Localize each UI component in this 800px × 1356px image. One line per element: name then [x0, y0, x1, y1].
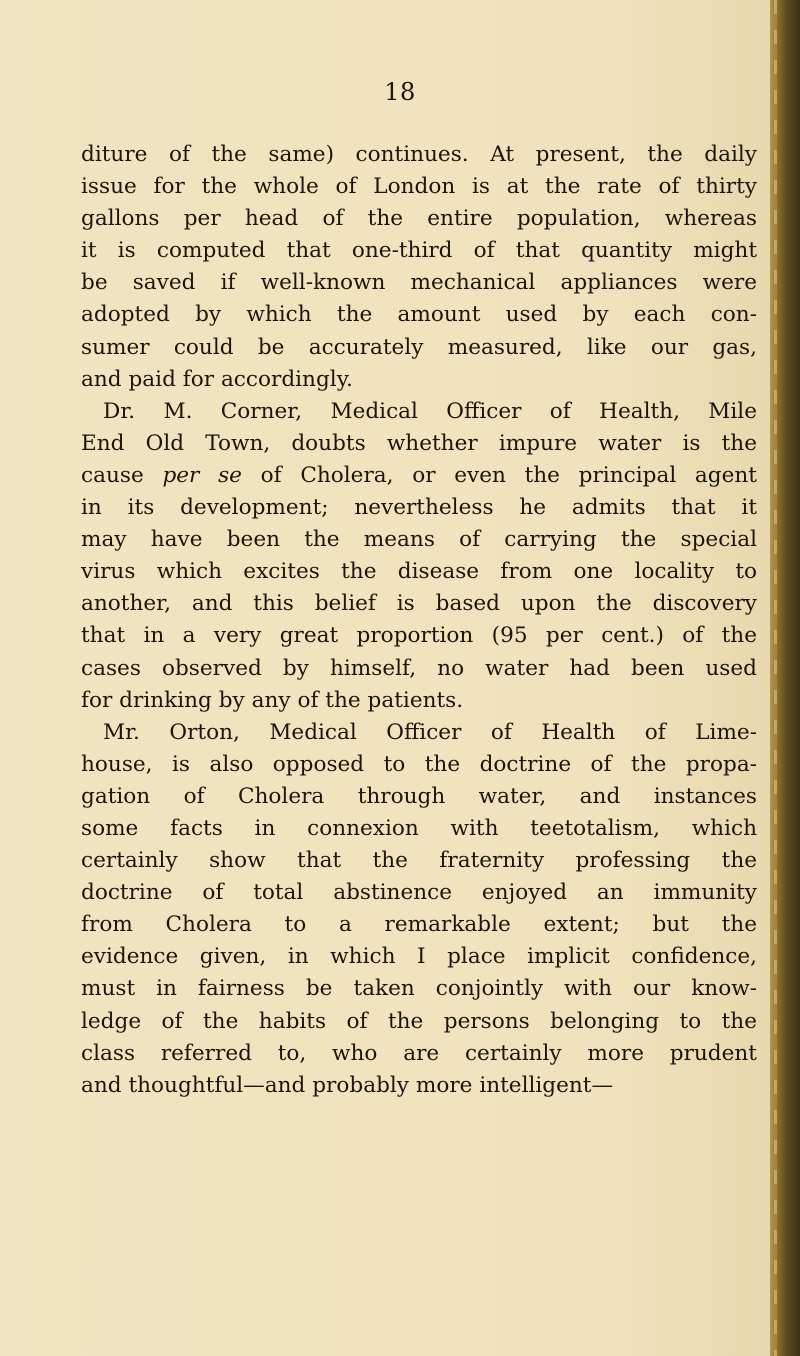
text-line: issue for the whole of London is at the rate of thirty [81, 174, 757, 200]
text-line: house, is also opposed to the doctrine of the propa- [81, 751, 757, 777]
text-line: ledge of the habits of the persons belonging to the [81, 1008, 757, 1034]
text-segment: of Cholera, or even the principal agent [241, 462, 757, 488]
text-line: in its development; nevertheless he admits that it [81, 495, 757, 521]
text-line: Dr. M. Corner, Medical Officer of Health, Mile [103, 398, 757, 424]
text-line: diture of the same) continues. At present, the daily [81, 142, 757, 167]
text-line: must in fairness be taken conjointly with our know- [81, 976, 757, 1002]
text-line: from Cholera to a remarkable extent; but the [81, 912, 757, 938]
body-text [81, 139, 757, 1102]
text-line: certainly show that the fraternity professing the [81, 848, 757, 874]
text-line: and paid for accordingly. [81, 366, 353, 392]
text-line: virus which excites the disease from one locality to [81, 559, 757, 585]
text-line: evidence given, in which I place implicit confidence, [81, 944, 757, 970]
text-line: sumer could be accurately measured, like our gas, [81, 334, 757, 360]
text-line: and thoughtful—and probably more intelligent— [81, 1072, 614, 1098]
italic-phrase: per se [162, 462, 242, 488]
text-line: Mr. Orton, Medical Officer of Health of Lime- [103, 719, 757, 745]
text-line: adopted by which the amount used by each con- [81, 302, 757, 328]
text-line: another, and this belief is based upon the discovery [81, 591, 757, 617]
text-line: End Old Town, doubts whether impure water is the [81, 430, 757, 456]
text-line: class referred to, who are certainly more prudent [81, 1040, 757, 1066]
text-line: some facts in connexion with teetotalism, which [81, 815, 757, 841]
text-line: be saved if well-known mechanical appliances were [81, 270, 757, 296]
page-number: 18 [384, 78, 416, 106]
text-line-with-italic [81, 460, 757, 492]
text-line: may have been the means of carrying the special [81, 527, 757, 553]
text-segment: cause [81, 462, 163, 488]
book-binding-edge [770, 0, 800, 1356]
text-line: it is computed that one-third of that quantity might [81, 238, 757, 264]
text-line: that in a very great proportion (95 per cent.) of the [81, 623, 757, 649]
text-line: gation of Cholera through water, and instances [81, 783, 757, 809]
text-line: doctrine of total abstinence enjoyed an immunity [81, 880, 757, 906]
text-line: for drinking by any of the patients. [81, 687, 464, 713]
text-line: cases observed by himself, no water had been used [81, 655, 757, 681]
text-line: gallons per head of the entire population, whereas [81, 206, 757, 232]
